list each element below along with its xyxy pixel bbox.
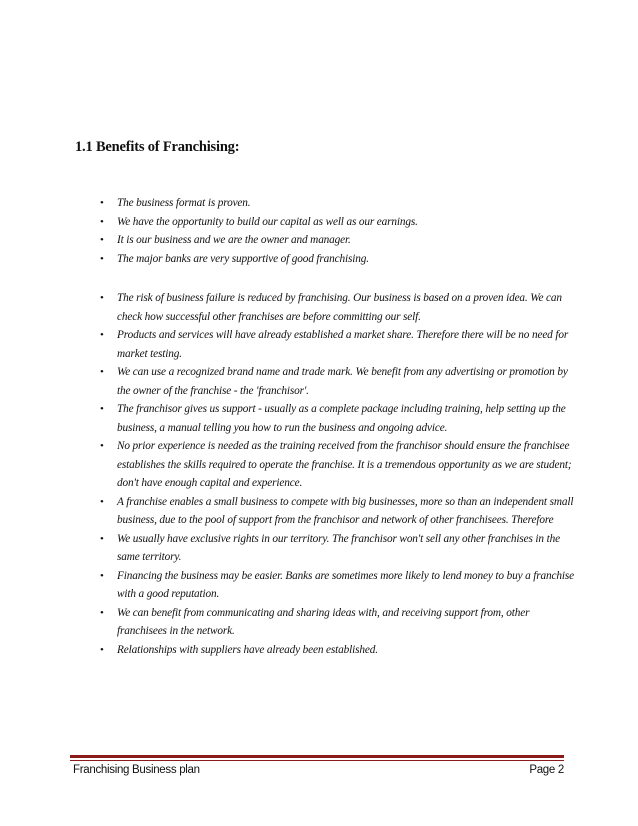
- list-item-text: Relationships with suppliers have already been established.: [117, 643, 378, 656]
- bullet-icon: •: [100, 403, 104, 415]
- footer-divider-thick: [70, 755, 564, 758]
- list-item: [0, 437, 577, 493]
- bullet-icon: •: [100, 234, 104, 246]
- list-item: [0, 363, 577, 400]
- benefits-list-detailed: [0, 289, 638, 659]
- bullet-icon: •: [100, 606, 104, 619]
- bullet-icon: •: [100, 292, 104, 304]
- bullet-icon: •: [100, 440, 104, 452]
- list-item: [0, 250, 577, 269]
- list-item-text: The franchisor gives us support - usually as a complete package including training, help setting up the business, a manual telling you how to run the business and ongoing advice.: [117, 403, 566, 434]
- list-item-text: A franchise enables a small business to compete with big businesses, more so than an independent small business, due to the pool of support from the franchisor and network of other franchisees. Therefore: [117, 495, 574, 526]
- footer-divider-thin: [70, 760, 564, 761]
- benefits-list-short: [0, 194, 638, 268]
- list-item-text: Financing the business may be easier. Banks are sometimes more likely to lend money to buy a franchise with a good reputation.: [117, 569, 574, 600]
- bullet-icon: •: [100, 569, 104, 582]
- list-item: [0, 641, 577, 660]
- bullet-icon: •: [100, 643, 104, 656]
- list-item: [0, 530, 577, 567]
- bullet-icon: •: [100, 252, 104, 265]
- footer-page-number: Page 2: [529, 764, 564, 776]
- list-item: [0, 194, 577, 213]
- list-item: [0, 400, 577, 437]
- list-item: [0, 213, 577, 232]
- list-item: [0, 231, 577, 250]
- list-item-text: We have the opportunity to build our capital as well as our earnings.: [117, 215, 418, 228]
- list-item: [0, 567, 577, 604]
- list-item: [0, 326, 577, 363]
- bullet-icon: •: [100, 215, 104, 228]
- list-item: [0, 604, 577, 641]
- footer-document-title: Franchising Business plan: [73, 764, 200, 776]
- list-item-text: No prior experience is needed as the training received from the franchisor should ensure the franchisee establishes the skills required to operate the franchise. It is a tremendous opportunity as we are student; don't have enough capital and experience.: [117, 440, 572, 489]
- list-item-text: The risk of business failure is reduced by franchising. Our business is based on a proven idea. We can check how successful other franchises are before committing our self.: [117, 292, 562, 323]
- list-item-text: We can use a recognized brand name and trade mark. We benefit from any advertising or promotion by the owner of the franchise - the 'franchisor'.: [117, 366, 568, 397]
- list-item-text: It is our business and we are the owner and manager.: [117, 234, 351, 246]
- bullet-icon: •: [100, 197, 104, 209]
- page-title: 1.1 Benefits of Franchising:: [75, 139, 240, 155]
- list-item-text: The business format is proven.: [117, 197, 251, 209]
- list-item: [0, 289, 577, 326]
- bullet-icon: •: [100, 532, 104, 545]
- list-item-text: We can benefit from communicating and sharing ideas with, and receiving support from, other franchisees in the network.: [117, 606, 530, 637]
- list-item: [0, 493, 577, 530]
- bullet-icon: •: [100, 329, 104, 341]
- list-item-text: Products and services will have already established a market share. Therefore there will be no need for market testing.: [117, 329, 569, 360]
- bullet-icon: •: [100, 366, 104, 378]
- list-item-text: The major banks are very supportive of good franchising.: [117, 252, 369, 265]
- list-item-text: We usually have exclusive rights in our territory. The franchisor won't sell any other franchises in the same territory.: [117, 532, 560, 563]
- bullet-icon: •: [100, 495, 104, 508]
